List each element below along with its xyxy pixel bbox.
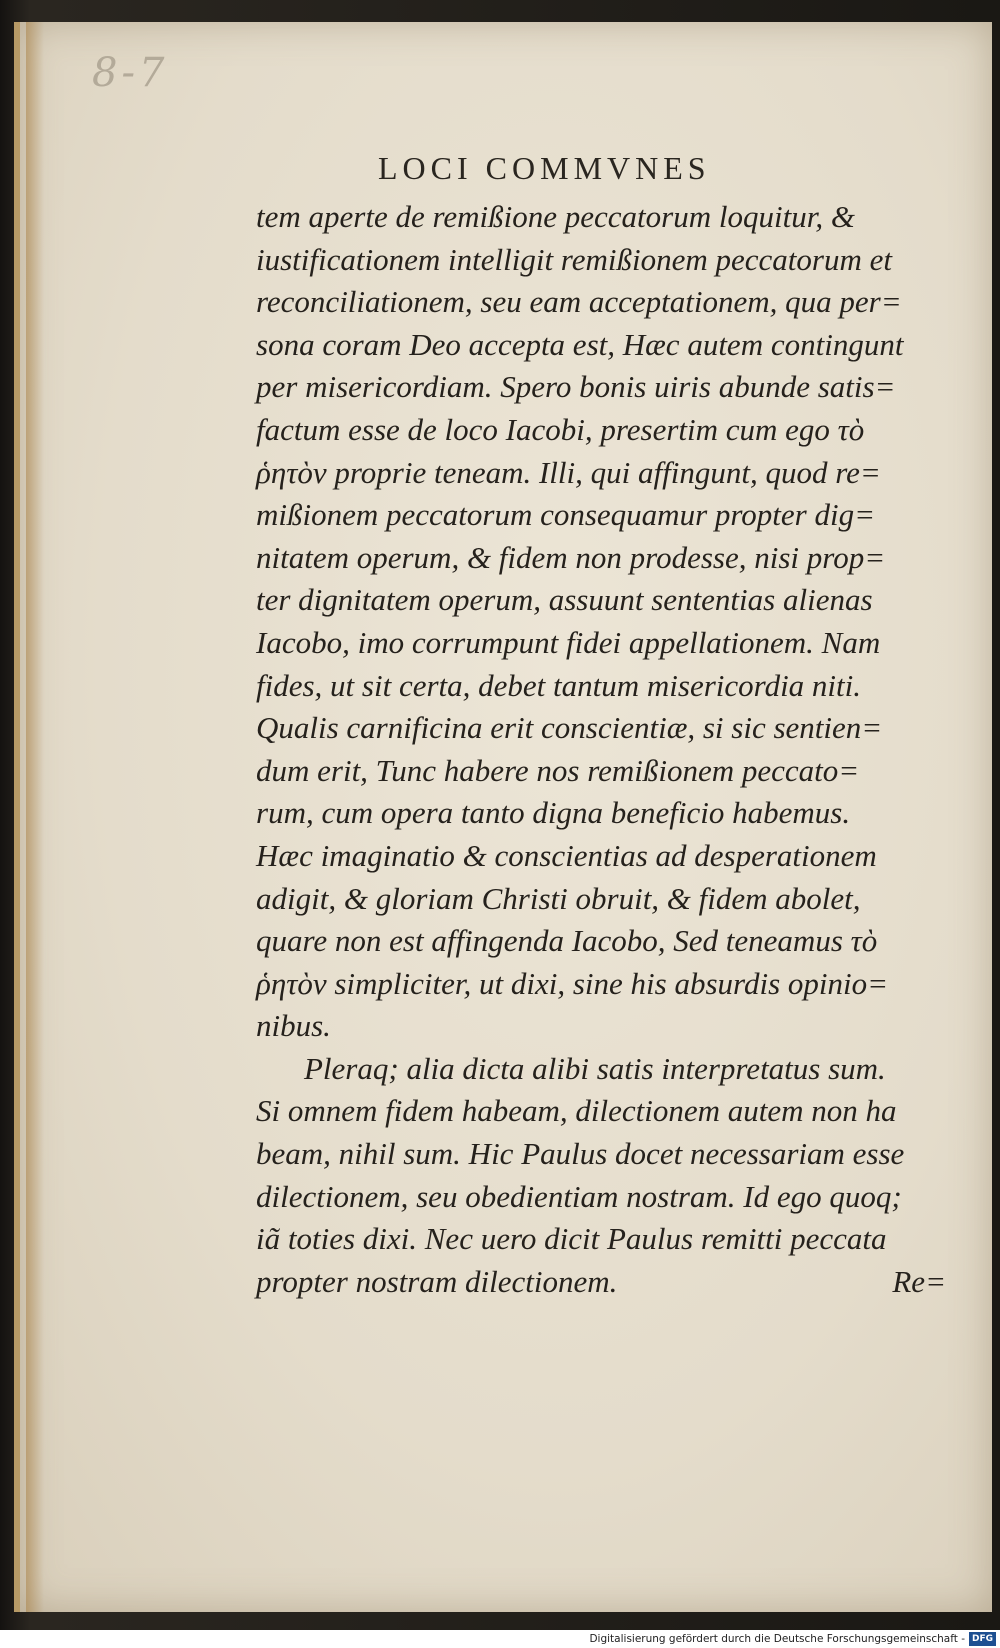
text-line: adigit, & gloriam Christi obruit, & fidem abolet,	[256, 880, 861, 916]
running-header: LOCI COMMVNES	[378, 150, 711, 186]
text-line: factum esse de loco Iacobi, presertim cum ego τὸ	[256, 411, 865, 447]
text-line: fides, ut sit certa, debet tantum misericordia niti.	[256, 667, 862, 703]
text-line: rum, cum opera tanto digna beneficio habemus.	[256, 795, 851, 831]
text-line: dum erit, Tunc habere nos remißionem peccato=	[256, 752, 860, 788]
text-line: iustificationem intelligit remißionem peccatorum et	[256, 241, 892, 277]
dfg-logo: DFG	[969, 1632, 996, 1646]
text-line: Hæc imaginatio & conscientias ad desperationem	[256, 837, 877, 873]
text-line: ῥητὸν simpliciter, ut dixi, sine his absurdis opinio=	[256, 965, 889, 1001]
text-line: ter dignitatem operum, assuunt sententias alienas	[256, 582, 873, 618]
text-line: dilectionem, seu obedientiam nostram. Id ego quoq;	[256, 1178, 902, 1214]
text-line: Qualis carnificina erit conscientiæ, si sic sentien=	[256, 710, 883, 746]
text-line: Pleraq; alia dicta alibi satis interpretatus sum.	[304, 1050, 886, 1086]
text-line: sona coram Deo accepta est, Hæc autem contingunt	[256, 326, 904, 362]
footer-credit	[589, 1632, 996, 1646]
binding-stain	[26, 22, 44, 1612]
body-text	[256, 196, 946, 1303]
text-line: mißionem peccatorum consequamur propter dig=	[256, 497, 876, 533]
text-line: propter nostram dilectionem.	[256, 1263, 618, 1299]
text-line-final	[256, 1261, 946, 1304]
text-line: reconciliationem, seu eam acceptationem, qua per=	[256, 284, 902, 320]
text-line: Iacobo, imo corrumpunt fidei appellationem. Nam	[256, 624, 881, 660]
catchword: Re=	[892, 1263, 946, 1299]
text-line: tem aperte de remißione peccatorum loquitur, &	[256, 199, 855, 234]
text-line: Si omnem fidem habeam, dilectionem autem non ha	[256, 1093, 897, 1129]
text-line: nibus.	[256, 1008, 331, 1044]
text-line: per misericordiam. Spero bonis uiris abunde satis=	[256, 369, 896, 405]
handwritten-folio-mark: 8-7	[92, 50, 169, 96]
footer-credit-text: Digitalisierung gefördert durch die Deutsche Forschungsgemeinschaft -	[589, 1633, 965, 1645]
text-line: nitatem operum, & fidem non prodesse, nisi prop=	[256, 539, 886, 575]
text-line: ῥητὸν proprie teneam. Illi, qui affingunt, quod re=	[256, 454, 881, 490]
text-line: iã toties dixi. Nec uero dicit Paulus remitti peccata	[256, 1221, 887, 1257]
text-line: beam, nihil sum. Hic Paulus docet necessariam esse	[256, 1136, 905, 1172]
text-line: quare non est affingenda Iacobo, Sed teneamus τὸ	[256, 923, 878, 959]
